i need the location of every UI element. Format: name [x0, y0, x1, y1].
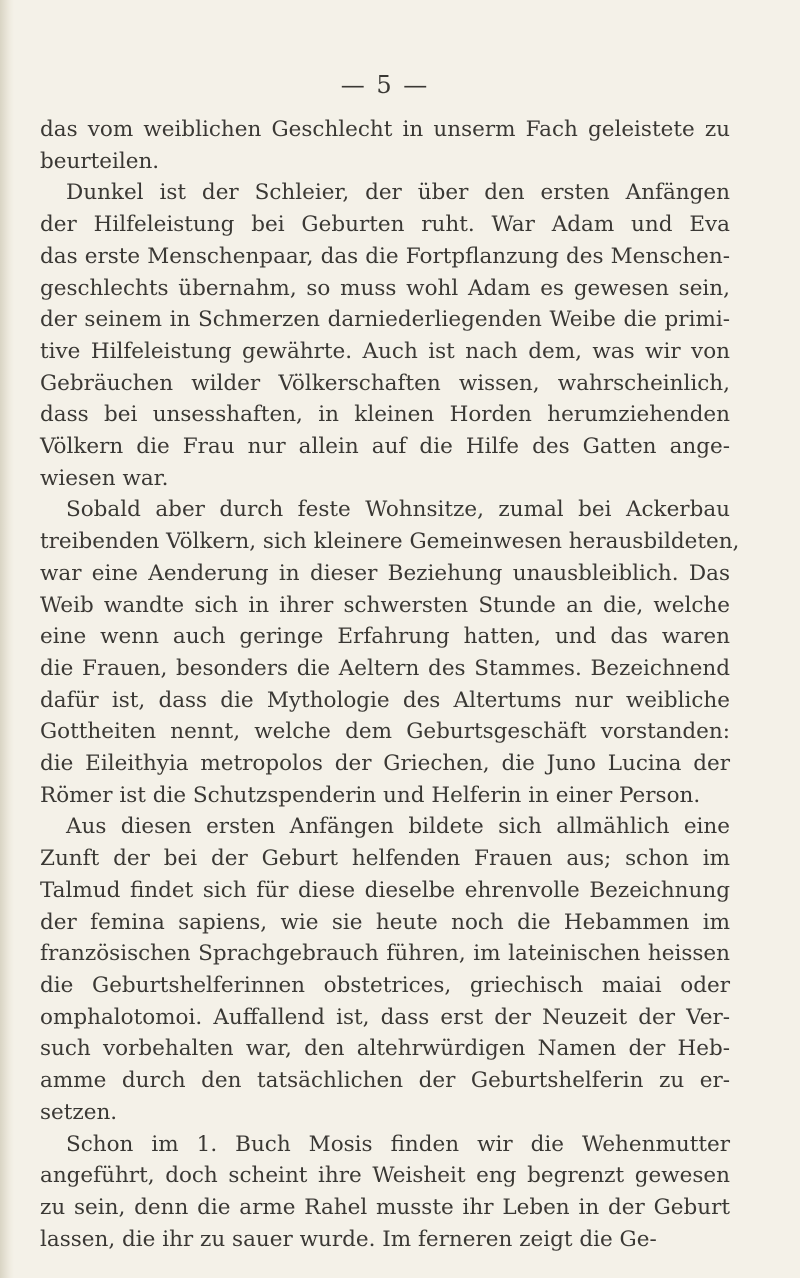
text-line: französischen Sprachgebrauch führen, im lateinischen heissen	[40, 941, 730, 967]
paragraph	[40, 177, 730, 494]
text-line: Römer ist die Schutzspenderin und Helferin in einer Person.	[40, 782, 701, 808]
paragraph	[40, 114, 730, 177]
text-line: Gottheiten nennt, welche dem Geburtsgeschäft vorstanden:	[40, 719, 730, 745]
text-line: dafür ist, dass die Mythologie des Altertums nur weibliche	[40, 687, 730, 713]
text-line: der Hilfeleistung bei Geburten ruht. War Adam und Eva	[40, 212, 730, 238]
text-line: Völkern die Frau nur allein auf die Hilfe des Gatten ange-	[40, 434, 730, 460]
text-line: die Geburtshelferinnen obstetrices, griechisch maiai oder	[40, 972, 730, 998]
text-line: omphalotomoi. Auffallend ist, dass erst der Neuzeit der Ver-	[40, 1004, 730, 1030]
text-line: Talmud findet sich für diese dieselbe ehrenvolle Bezeichnung	[40, 877, 730, 903]
text-line: dass bei unsesshaften, in kleinen Horden herumziehenden	[40, 402, 730, 428]
text-line: die Eileithyia metropolos der Griechen, die Juno Lucina der	[40, 751, 730, 777]
text-line: Dunkel ist der Schleier, der über den ersten Anfängen	[66, 180, 730, 206]
text-line: geschlechts übernahm, so muss wohl Adam es gewesen sein,	[40, 275, 730, 301]
book-gutter-shadow	[0, 0, 14, 1278]
text-line: das erste Menschenpaar, das die Fortpflanzung des Menschen-	[40, 243, 730, 269]
text-line: lassen, die ihr zu sauer wurde. Im ferneren zeigt die Ge-	[40, 1226, 657, 1252]
text-line: Sobald aber durch feste Wohnsitze, zumal bei Ackerbau	[66, 497, 730, 523]
text-line: angeführt, doch scheint ihre Weisheit eng begrenzt gewesen	[40, 1163, 730, 1189]
text-line: such vorbehalten war, den altehrwürdigen Namen der Heb-	[40, 1036, 730, 1062]
text-line: treibenden Völkern, sich kleinere Gemeinwesen herausbildeten,	[40, 529, 740, 555]
text-line: das vom weiblichen Geschlecht in unserm Fach geleistete zu	[40, 117, 730, 142]
text-line: setzen.	[40, 1099, 118, 1125]
text-line: der femina sapiens, wie sie heute noch die Hebammen im	[40, 909, 730, 935]
paragraph	[40, 494, 740, 811]
paragraph	[40, 811, 730, 1128]
text-line: die Frauen, besonders die Aeltern des Stammes. Bezeichnend	[40, 655, 730, 681]
text-line: war eine Aenderung in dieser Beziehung unausbleiblich. Das	[40, 560, 730, 586]
text-line: der seinem in Schmerzen darniederliegenden Weibe die primi-	[40, 307, 730, 333]
text-line: wiesen war.	[40, 465, 169, 491]
text-line: Weib wandte sich in ihrer schwersten Stunde an die, welche	[40, 592, 730, 618]
page-number: — 5 —	[340, 71, 430, 99]
text-line: Zunft der bei der Geburt helfenden Frauen aus; schon im	[40, 846, 730, 872]
text-line: Aus diesen ersten Anfängen bildete sich allmählich eine	[66, 814, 730, 840]
text-line: beurteilen.	[40, 148, 160, 174]
text-line: Schon im 1. Buch Mosis finden wir die Wehenmutter	[66, 1131, 730, 1157]
paragraph	[40, 1129, 730, 1256]
text-line: tive Hilfeleistung gewährte. Auch ist nach dem, was wir von	[40, 338, 730, 364]
text-line: zu sein, denn die arme Rahel musste ihr Leben in der Geburt	[40, 1194, 730, 1220]
book-page	[40, 70, 740, 1255]
text-line: amme durch den tatsächlichen der Geburtshelferin zu er-	[40, 1068, 730, 1094]
text-line: Gebräuchen wilder Völkerschaften wissen, wahrscheinlich,	[40, 370, 730, 396]
text-line: eine wenn auch geringe Erfahrung hatten, und das waren	[40, 624, 730, 650]
page-text-body	[40, 114, 740, 1255]
